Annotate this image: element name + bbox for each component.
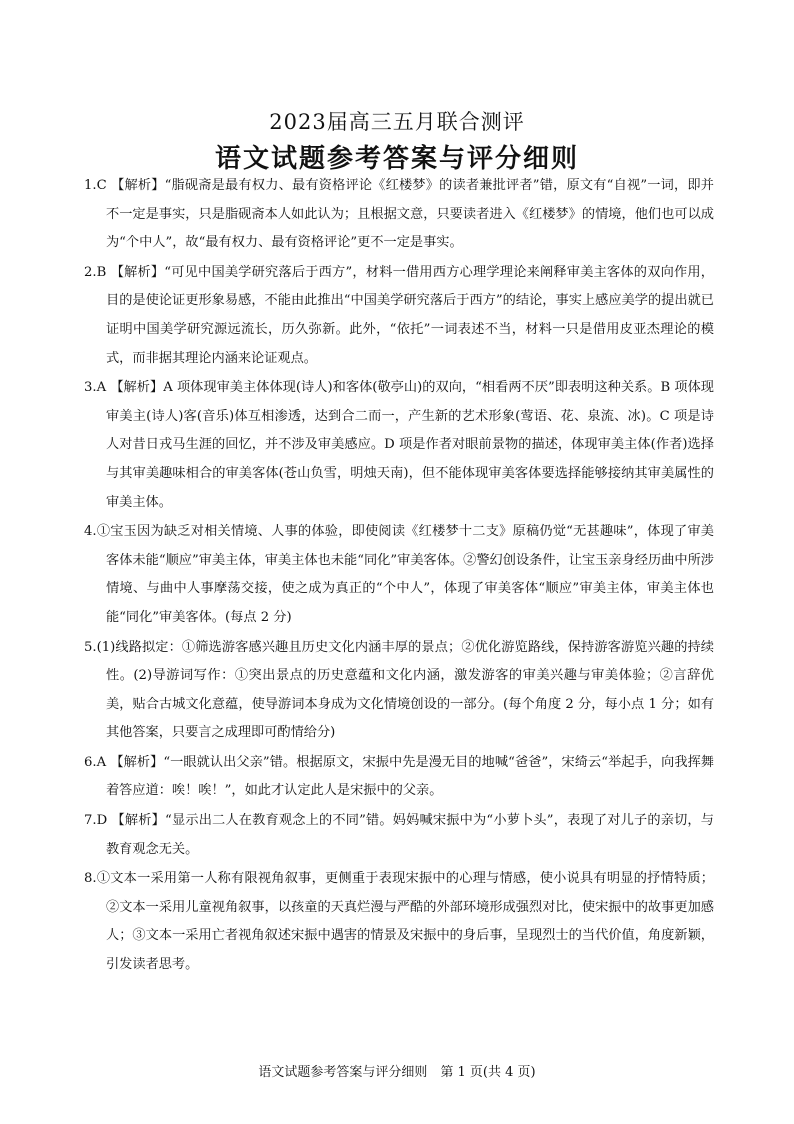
answer-text: ①文本一采用第一人称有限视角叙事，更侧重于表现宋振中的心理与情感，使小说具有明显的抒情特质；②文本一采用儿童视角叙事，以孩童的天真烂漫与严酷的外部环境形成强烈对比，使宋振中的故事更加感人；③文本一采用亡者视角叙述宋振中遇害的情景及宋振中的身后事，呈现烈士的当代价值，角度新颖，引发读者思考。 [96,871,714,973]
answer-number: 5. [84,639,97,655]
answer-text: D 【解析】“显示出二人在教育观念上的不同”错。妈妈喊宋振中为“小萝卜头”，表现了对儿子的亲切，与教育观念无关。 [96,813,714,857]
answer-number: 4. [84,524,97,540]
answer-number: 2. [84,264,97,280]
answer-number: 7. [84,813,97,829]
answer-item-4 [84,518,714,632]
answer-item-2 [84,259,714,373]
answer-item-3 [84,374,714,517]
answer-item-7 [84,807,714,864]
answer-number: 1. [84,178,97,193]
answer-text: (1)线路拟定：①筛选游客感兴趣且历史文化内涵丰厚的景点；②优化游览路线，保持游客游览兴趣的持续性。(2)导游词写作：①突出景点的历史意蕴和文化内涵，激发游客的审美兴趣与审美体验；②言辞优美，贴合古城文化意蕴，使导游词本身成为文化情境创设的一部分。(每个角度 2 分，每小点 1 分；如有其他答案，只要言之成理即可酌情给分) [96,639,714,741]
answer-text: C 【解析】“脂砚斋是最有权力、最有资格评论《红楼梦》的读者兼批评者”错，原文有“自视”一词，即并不一定是事实，只是脂砚斋本人如此认为；且根据文意，只要读者进入《红楼梦》的情境，他们也可以成为“个中人”，故“最有权力、最有资格评论”更不一定是事实。 [96,178,714,251]
answer-number: 8. [84,871,97,887]
answer-text: B 【解析】“可见中国美学研究落后于西方”，材料一借用西方心理学理论来阐释审美主客体的双向作用，目的是使论证更形象易感，不能由此推出“中国美学研究落后于西方”的结论，事实上感应美学的提出就已证明中国美学研究源远流长，历久弥新。此外，“依托”一词表述不当，材料一只是借用皮亚杰理论的模式，而非据其理论内涵来论证观点。 [96,264,714,366]
exam-title: 2023届高三五月联合测评 [269,110,525,134]
answer-text: ①宝玉因为缺乏对相关情境、人事的体验，即使阅读《红楼梦十二支》原稿仍觉“无甚趣味”，体现了审美客体未能“顺应”审美主体，审美主体也未能“同化”审美客体。②警幻创设条件，让宝玉亲身经历曲中所涉情境、与曲中人事摩荡交接，使之成为真正的“个中人”，体现了审美客体“顺应”审美主体，审美主体也能“同化”审美客体。(每点 2 分) [96,524,714,625]
answer-item-1 [84,172,714,258]
answer-item-5 [84,634,714,748]
answer-number: 3. [84,380,97,396]
document-title: 语文试题参考答案与评分细则 [214,144,579,174]
answer-text: A 【解析】A 项体现审美主体体现(诗人)和客体(敬亭山)的双向，“相看两不厌”即表明这种关系。B 项体现审美主(诗人)客(音乐)体互相渗透，达到合二而一，产生新的艺术形象(莺语、花、泉流、冰)。C 项是诗人对昔日戎马生涯的回忆，并不涉及审美感应。D 项是作者对眼前景物的描述，体现审美主体(作者)选择与其审美趣味相合的审美客体(苍山负雪，明烛天南)，但不能体现审美客体要选择能够接纳其审美属性的审美主体。 [96,380,714,510]
answer-item-8 [84,865,714,979]
answer-number: 6. [84,754,97,770]
answer-list [84,172,714,981]
answer-item-6 [84,749,714,806]
answer-text: A 【解析】“一眼就认出父亲”错。根据原文，宋振中先是漫无目的地喊“爸爸”，宋绮云“举起手，向我挥舞着答应道：唉！唉！”，如此才认定此人是宋振中的父亲。 [96,754,714,799]
page-footer: 语文试题参考答案与评分细则 第 1 页(共 4 页) [258,1065,536,1080]
